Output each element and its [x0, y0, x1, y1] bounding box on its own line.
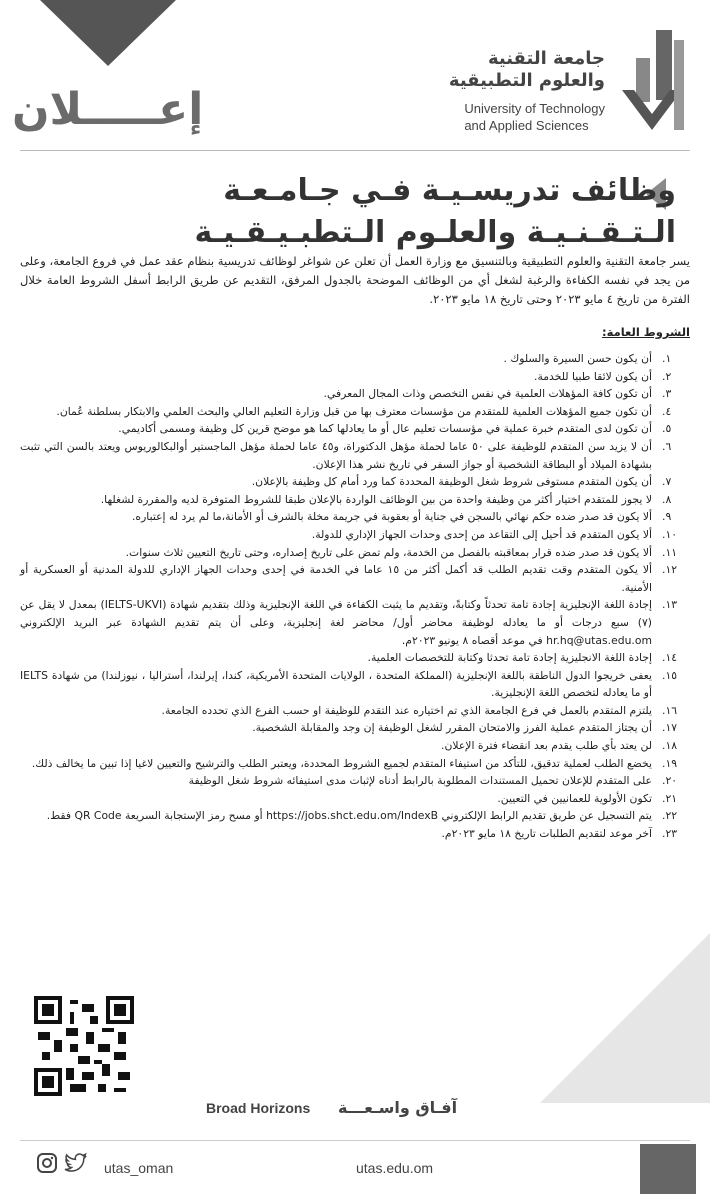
university-logo-icon	[612, 30, 692, 140]
website-link[interactable]: utas.edu.om	[356, 1160, 434, 1176]
condition-item	[20, 561, 690, 596]
condition-number: ١.	[662, 352, 672, 365]
conditions-list	[20, 350, 690, 843]
condition-item	[20, 473, 690, 491]
condition-text: آخر موعد لتقديم الطلبات تاريخ ١٨ مايو ٢٠٢٣م.	[441, 827, 652, 841]
slogan-english: Broad Horizons	[206, 1100, 311, 1116]
condition-number: ١٣.	[662, 598, 678, 612]
condition-number: ٨.	[662, 492, 672, 506]
condition-item	[20, 420, 690, 438]
condition-text: أن تكون جميع المؤهلات العلمية للمتقدم من مؤسسات معترف بها من قبل وزارة التعليم العالي والبحث العلمي والابتكار بسلطنة عُمان.	[56, 404, 652, 418]
condition-text: أن يكون لائقا طبيا للخدمة.	[534, 369, 652, 383]
intro-paragraph: يسر جامعة التقنية والعلوم التطبيقية وبالتنسيق مع وزارة العمل أن تعلن عن شواغر لوظائف تدريسية بنظام عقد عمل في فروع الجامعة، وعلى من يجد في نفسه الكفاءة والرغبة لشغل أي من الوظائف الموضحة بالجدول المرفق، التقديم عن طريق الرابط أسفل الشروط العامة خلال الفترة من تاريخ ٤ مايو ٢٠٢٣ وحتى تاريخ ١٨ مايو ٢٠٢٣.	[20, 254, 690, 306]
university-name-en: University of Technology and Applied Sciences	[464, 101, 605, 133]
condition-text: أن تكون لدى المتقدم خبرة عملية في مؤسسات تعليم عال أو ما يعادلها كما هو موضح قرين كل وظيفة ومسمى أكاديمي.	[118, 422, 652, 436]
condition-number: ١٧.	[662, 721, 678, 735]
social-handle[interactable]: utas_oman	[104, 1160, 174, 1176]
condition-item	[20, 508, 690, 526]
university-name-ar: جامعة التقنية والعلوم التطبيقية	[448, 48, 605, 91]
condition-item	[20, 491, 690, 509]
condition-item	[20, 702, 690, 720]
instagram-icon[interactable]	[36, 1152, 58, 1174]
condition-number: ٣.	[662, 387, 672, 401]
condition-text: لا يجوز للمتقدم اختيار أكثر من وظيفة واحدة من بين الوظائف الواردة بالإعلان طبقا للشروط المتوفرة لديه والمقررة لشغلها.	[100, 492, 652, 506]
condition-text: يخضع الطلب لعملية تدقيق، للتأكد من استيفاء المتقدم لجميع الشروط المحددة، ويعتبر الطلب والترشيح والتعيين لاغيا إذا تبين ما يخالف ذلك.	[31, 756, 652, 770]
condition-text: ألا يكون المتقدم وقت تقديم الطلب قد أكمل أكثر من ١٥ عاما في الخدمة في إحدى وحدات الجهاز الإداري للدولة المدنية أو العسكرية أو الأمنية.	[20, 563, 652, 594]
condition-number: ١٩.	[662, 756, 678, 770]
condition-number: ٧.	[662, 475, 672, 489]
announcement-heading: إعـــــلان	[12, 84, 204, 135]
condition-number: ١٥.	[662, 668, 678, 682]
condition-item	[20, 755, 690, 773]
condition-item	[20, 772, 690, 790]
condition-item	[20, 825, 690, 843]
condition-number: ١١.	[662, 545, 678, 559]
twitter-icon[interactable]	[64, 1152, 88, 1174]
condition-text: يلتزم المتقدم بالعمل في فرع الجامعة الذي تم اختياره عند التقدم للوظيفة او حسب الفرع الذي تحدده الجامعة.	[161, 703, 652, 717]
condition-item	[20, 403, 690, 421]
footer-divider	[20, 1140, 690, 1141]
condition-item	[20, 438, 690, 473]
slogan-arabic: آفـاق واسـعـــة	[338, 1098, 458, 1117]
condition-text: على المتقدم للإعلان تحميل المستندات المطلوبة بالرابط أدناه لإثبات مدى استيفائه شروط شغل الوظيفة	[188, 774, 652, 788]
condition-item	[20, 385, 690, 403]
condition-text: إجادة اللغة الانجليزية إجادة تامة تحدثا وكتابة للتخصصات العلمية.	[367, 651, 652, 665]
qr-code-icon[interactable]	[34, 996, 134, 1096]
condition-number: ١٨.	[662, 739, 678, 753]
condition-number: ١٦.	[662, 703, 678, 717]
condition-number: ٢١.	[662, 791, 678, 805]
condition-number: ٢٢.	[662, 809, 678, 823]
condition-item	[20, 719, 690, 737]
condition-text: إجادة اللغة الإنجليزية إجادة تامة تحدثاً وكتابةً، وتقديم ما يثبت الكفاءة في اللغة الإنجليزية وذلك بتقديم شهادة (IELTS-UKVI) بمعدل لا يقل عن (٧) سبع درجات أو ما يعادله لوظيفة محاضر أول/ محاضر لغة إنجليزية، وعلى أن يتم تقديم الشهادة عبر البريد الإلكتروني hr.hq@utas.edu.om في موعد أقصاه ٨ يونيو ٢٠٢٣م.	[20, 598, 652, 647]
condition-item	[20, 544, 690, 562]
condition-item	[20, 790, 690, 808]
condition-text: لن يعتد بأي طلب يقدم بعد انقضاء فترة الإعلان.	[441, 739, 652, 753]
social-icons	[36, 1152, 88, 1174]
condition-number: ٢٠.	[662, 774, 678, 788]
condition-number: ٩.	[662, 510, 672, 524]
condition-text: أن يكون حسن السيرة والسلوك .	[503, 352, 652, 365]
condition-number: ٢٣.	[662, 827, 678, 841]
condition-item	[20, 526, 690, 544]
condition-text: أن يكون المتقدم مستوفى شروط شغل الوظيفة المحددة كما ورد أمام كل وظيفة بالإعلان.	[251, 475, 652, 489]
condition-text: ألا يكون المتقدم قد أحيل إلى التقاعد من إحدى وحدات الجهاز الإداري للدولة.	[311, 527, 652, 541]
decorative-triangle-bottom	[540, 933, 710, 1103]
condition-item	[20, 596, 690, 649]
condition-text: يتم التسجيل عن طريق تقديم الرابط الإلكتروني https://jobs.shct.edu.om/IndexB أو مسح رمز الإستجابة السريعة QR Code فقط.	[46, 809, 652, 823]
condition-text: أن يجتاز المتقدم عملية الفرز والامتحان المقرر لشغل الوظيفة إن وجد والمقابلة الشخصية.	[252, 721, 652, 735]
condition-number: ١٠.	[662, 527, 678, 541]
condition-item	[20, 350, 690, 368]
condition-text: تكون الأولوية للعمانيين في التعيين.	[497, 791, 652, 805]
footer-decorative-block	[640, 1144, 696, 1194]
condition-number: ١٢.	[662, 563, 678, 577]
condition-item	[20, 368, 690, 386]
condition-number: ٢.	[662, 369, 672, 383]
decorative-triangle-top	[40, 0, 176, 66]
condition-item	[20, 667, 690, 702]
condition-number: ١٤.	[662, 651, 678, 665]
condition-text: أن لا يزيد سن المتقدم للوظيفة على ٥٠ عاما لحملة مؤهل الدكتوراة، و٤٥ عاما لحملة مؤهل الماجستير أوالبكالوريوس ويعتد بالسن التي تثبت بشهادة الميلاد أو البطاقة الشخصية أو جواز السفر في تاريخ نشر هذا الإعلان.	[20, 439, 652, 471]
condition-item	[20, 807, 690, 825]
condition-text: ألا يكون قد صدر ضده قرار بمعاقبته بالفصل من الخدمة، ولم تمض على تاريخ إصداره، وحتى تاريخ التعيين ثلاث سنوات.	[125, 545, 652, 559]
condition-number: ٥.	[662, 422, 672, 436]
condition-text: ألا يكون قد صدر ضده حكم نهائي بالسجن في جناية أو بعقوبة في جريمة مخلة بالشرف أو الأمانة،ما لم يرد له إعتباره.	[132, 510, 652, 524]
condition-text: أن تكون كافة المؤهلات العلمية في نفس التخصص وذات المجال المعرفي.	[323, 387, 652, 401]
condition-number: ٤.	[662, 404, 672, 418]
page-title: وظائف تدريسـيـة فـي جـامـعـة الـتـقـنـيـة والعلـوم الـتطبـيـقـيـة	[194, 173, 676, 250]
condition-item	[20, 737, 690, 755]
header-divider	[20, 150, 690, 151]
condition-number: ٦.	[662, 439, 672, 453]
condition-text: يعفى خريجوا الدول الناطقة باللغة الإنجليزية (المملكة المتحدة ، الولايات المتحدة الأمريكية، كندا، إيرلندا، أستراليا ، نيوزلندا) من شهادة IELTS أو ما يعادله لتخصص اللغة الإنجليزية.	[20, 668, 652, 700]
conditions-heading: الشروط العامة:	[602, 325, 690, 339]
condition-item	[20, 649, 690, 667]
